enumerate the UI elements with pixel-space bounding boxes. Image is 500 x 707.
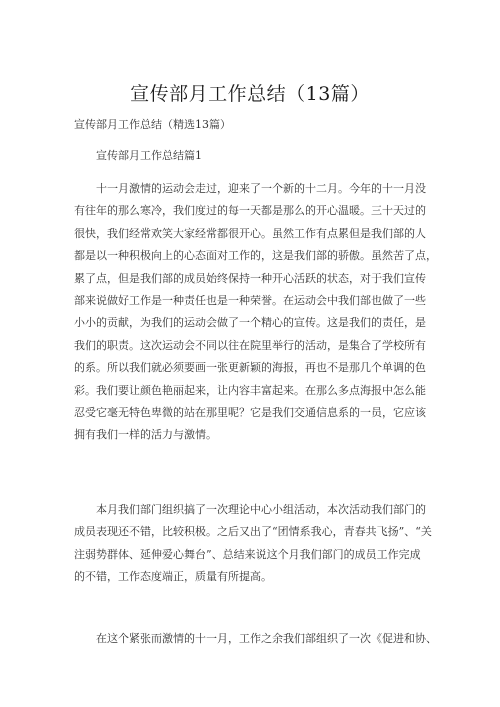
paragraph-line: 部来说做好工作是一种责任也是一种荣誉。在运动会中我们部也做了一些	[74, 293, 426, 307]
paragraph-line: 注弱势群体、延伸爱心舞台”、总结来说这个月我们部门的成员工作完成	[74, 547, 421, 561]
section-heading: 宣传部月工作总结篇1	[96, 149, 202, 162]
paragraph-line: 的系。所以我们就必须要画一张更新颖的海报，再也不是那几个单调的色	[74, 361, 426, 375]
paragraph-line: 小小的贡献，为我们的运动会做了一个精心的宣传。这是我们的责任，是	[74, 316, 426, 330]
paragraph-line: 彩。我们要让颜色艳丽起来，让内容丰富起来。在那么多点海报中怎么能	[74, 383, 426, 397]
paragraph-1	[74, 178, 437, 447]
paragraph-line: 都是以一种积极向上的心态面对工作的，这是我们部的骄傲。虽然苦了点，	[74, 249, 437, 263]
paragraph-3	[74, 628, 437, 650]
document-subtitle: 宣传部月工作总结（精选13篇）	[74, 118, 231, 131]
paragraph-line: 在这个紧张而激情的十一月，工作之余我们部组织了一次《促进和协、	[96, 632, 437, 645]
document-title: 宣传部月工作总结（13篇）	[130, 83, 370, 105]
paragraph-line: 累了点，但是我们部的成员始终保持一种开心活跃的状态，对于我们宣传	[74, 271, 426, 285]
paragraph-line: 拥有我们一样的活力与激情。	[74, 428, 217, 442]
paragraph-line: 成员表现还不错，比较积极。之后又出了“团情系我心，青春共飞扬”、“关	[74, 525, 432, 539]
paragraph-line: 本月我们部门组织搞了一次理论中心小组活动，本次活动我们部门的	[96, 503, 426, 516]
paragraph-line: 我们的职责。这次运动会不同以往在院里举行的活动，是集合了学校所有	[74, 338, 426, 352]
paragraph-line: 有往年的那么寒冷，我们度过的每一天都是那么的开心温暖。三十天过的	[74, 204, 426, 218]
paragraph-line: 很快，我们经常欢笑大家经常都很开心。虽然工作有点累但是我们部的人	[74, 226, 426, 240]
paragraph-line: 忍受它毫无特色卑微的站在那里呢？它是我们交通信息系的一员，它应该	[74, 405, 426, 419]
paragraph-line: 十一月激情的运动会走过，迎来了一个新的十二月。今年的十一月没	[96, 182, 426, 195]
paragraph-2	[74, 499, 434, 589]
paragraph-line: 的不错，工作态度端正，质量有所提高。	[74, 570, 272, 584]
